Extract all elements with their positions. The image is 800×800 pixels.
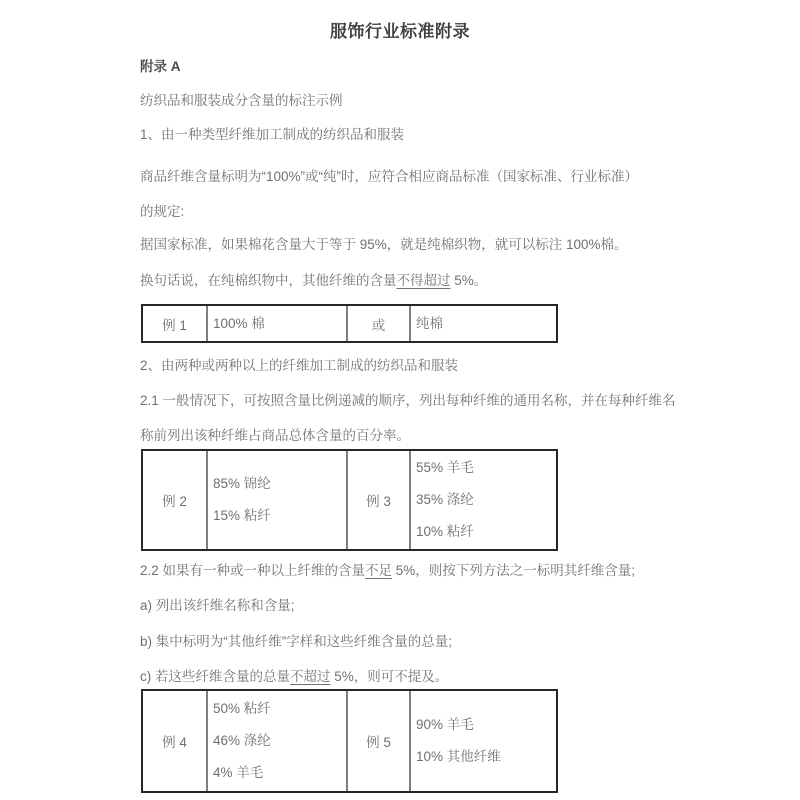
- table2-content-1: [206, 451, 346, 549]
- example-table-3: [141, 689, 558, 793]
- table3-example-label-2: 例 5: [346, 691, 409, 791]
- table3-content-2: [409, 691, 556, 791]
- fiber-line: 55% 羊毛: [416, 460, 474, 475]
- text-segment: 换句话说，在纯棉织物中，其他纤维的含量: [140, 273, 397, 288]
- paragraph-item-c: [140, 665, 448, 685]
- fiber-line: 4% 羊毛: [213, 765, 264, 780]
- fiber-line: 35% 涤纶: [416, 492, 474, 507]
- underlined-text: 不足: [365, 563, 393, 578]
- fiber-line: 50% 粘纤: [213, 701, 271, 716]
- example-table-2: [141, 449, 558, 551]
- fiber-line: 100% 棉: [213, 315, 265, 331]
- paragraph-rule-line-1: 商品纤维含量标明为“100%”或“纯”时，应符合相应商品标准（国家标准、行业标准）: [140, 169, 639, 184]
- underlined-text: 不超过: [290, 669, 331, 684]
- table2-example-label-1: 例 2: [162, 494, 187, 509]
- paragraph-2-2: [140, 559, 635, 579]
- text-segment: 5%，则按下列方法之一标明其纤维含量;: [392, 563, 636, 578]
- text-segment: 2.2 如果有一种或一种以上纤维的含量: [140, 563, 366, 578]
- paragraph-item-a: a) 列出该纤维名称和含量;: [140, 598, 295, 613]
- table3-content-1: [206, 691, 346, 791]
- table2-content-2: [409, 451, 556, 549]
- underlined-text: 不得超过: [396, 273, 451, 288]
- document-title: 服饰行业标准附录: [330, 22, 470, 41]
- table3-example-label-1: 例 4: [162, 735, 187, 750]
- paragraph-item-b: b) 集中标明为“其他纤维”字样和这些纤维含量的总量;: [140, 634, 452, 649]
- paragraph-plain-language: [140, 269, 487, 289]
- fiber-line: 10% 其他纤维: [416, 749, 501, 764]
- text-segment: 5%。: [450, 273, 488, 288]
- table1-example-label-1: 例 1: [162, 317, 187, 333]
- paragraph-2-1-line-1: 2.1 一般情况下，可按照含量比例递减的顺序，列出每种纤维的通用名称，并在每种纤维名: [140, 393, 676, 408]
- fiber-line: 90% 羊毛: [416, 717, 474, 732]
- table1-content-1: [206, 306, 346, 341]
- paragraph-national-standard: 据国家标准，如果棉花含量大于等于 95%，就是纯棉织物，就可以标注 100%棉。: [140, 237, 628, 252]
- paragraph-subtitle: 纺织品和服装成分含量的标注示例: [140, 93, 343, 108]
- fiber-line: 纯棉: [416, 315, 443, 331]
- table1-content-2: [409, 306, 556, 341]
- text-segment: 5%，则可不提及。: [330, 669, 449, 684]
- fiber-line: 15% 粘纤: [213, 508, 271, 523]
- fiber-line: 85% 锦纶: [213, 476, 271, 491]
- appendix-heading: 附录 A: [140, 59, 181, 74]
- example-table-1: [141, 304, 558, 343]
- text-segment: c) 若这些纤维含量的总量: [140, 669, 290, 684]
- table2-example-label-2: 例 3: [346, 451, 409, 549]
- paragraph-2-1-line-2: 称前列出该种纤维占商品总体含量的百分率。: [140, 428, 410, 443]
- table1-or-label: 或: [346, 306, 409, 341]
- fiber-line: 10% 粘纤: [416, 524, 474, 539]
- paragraph-section-2-title: 2、由两种或两种以上的纤维加工制成的纺织品和服装: [140, 358, 459, 373]
- paragraph-rule-line-2: 的规定:: [140, 204, 185, 219]
- paragraph-section-1-title: 1、由一种类型纤维加工制成的纺织品和服装: [140, 127, 405, 142]
- fiber-line: 46% 涤纶: [213, 733, 271, 748]
